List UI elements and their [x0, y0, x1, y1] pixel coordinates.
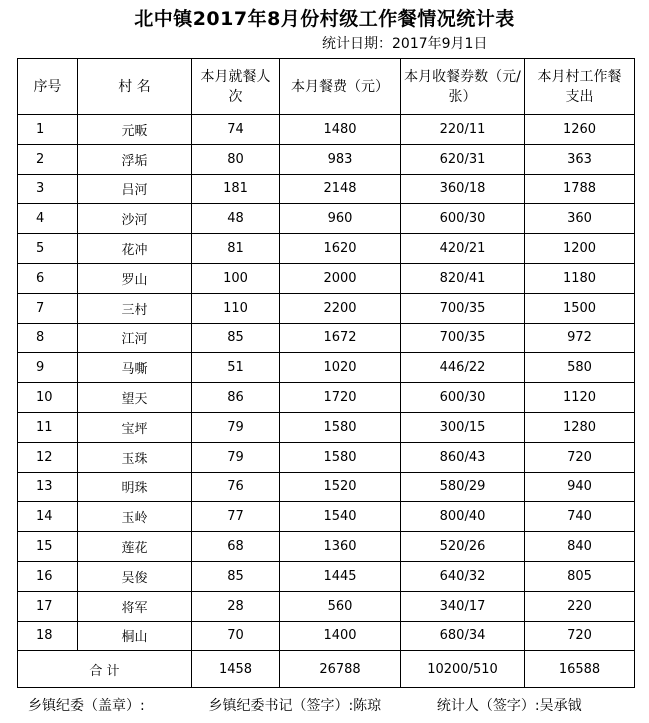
row-meals: 68 [192, 532, 280, 562]
row-village: 马嘶 [78, 353, 192, 383]
row-index: 16 [18, 561, 78, 591]
row-tickets: 220/11 [401, 115, 525, 145]
row-spend: 1260 [525, 115, 635, 145]
table-row [18, 383, 635, 413]
row-index: 5 [18, 234, 78, 264]
table-row [18, 234, 635, 264]
row-cost: 1540 [280, 502, 401, 532]
row-spend: 1200 [525, 234, 635, 264]
row-tickets: 600/30 [401, 204, 525, 234]
total-spend: 16588 [525, 651, 635, 688]
row-cost: 2000 [280, 263, 401, 293]
row-tickets: 340/17 [401, 591, 525, 621]
table-row [18, 323, 635, 353]
row-village: 望天 [78, 383, 192, 413]
row-index: 1 [18, 115, 78, 145]
row-cost: 1360 [280, 532, 401, 562]
row-spend: 1788 [525, 174, 635, 204]
table-row [18, 502, 635, 532]
row-cost: 1580 [280, 442, 401, 472]
row-village: 宝坪 [78, 412, 192, 442]
row-meals: 86 [192, 383, 280, 413]
row-index: 17 [18, 591, 78, 621]
table-row [18, 412, 635, 442]
row-index: 6 [18, 263, 78, 293]
row-village: 元畈 [78, 115, 192, 145]
row-meals: 70 [192, 621, 280, 651]
row-village: 莲花 [78, 532, 192, 562]
table-row [18, 561, 635, 591]
row-meals: 79 [192, 412, 280, 442]
row-tickets: 520/26 [401, 532, 525, 562]
row-spend: 720 [525, 442, 635, 472]
row-meals: 48 [192, 204, 280, 234]
row-meals: 77 [192, 502, 280, 532]
row-spend: 940 [525, 472, 635, 502]
secretary-signature: 乡镇纪委书记（签字）:陈琼 [208, 698, 382, 714]
statistician-signature: 统计人（签字）:吴承钺 [436, 698, 582, 714]
seal-label: 乡镇纪委（盖章）: [28, 698, 145, 714]
row-meals: 74 [192, 115, 280, 145]
row-cost: 1520 [280, 472, 401, 502]
table-row [18, 293, 635, 323]
row-tickets: 300/15 [401, 412, 525, 442]
row-tickets: 820/41 [401, 263, 525, 293]
table-row [18, 144, 635, 174]
table-row [18, 263, 635, 293]
row-spend: 1500 [525, 293, 635, 323]
header-tickets: 本月收餐券数（元/张） [401, 59, 525, 115]
total-label: 合 计 [18, 651, 192, 688]
table-header-row [18, 59, 635, 115]
row-cost: 1445 [280, 561, 401, 591]
row-index: 9 [18, 353, 78, 383]
row-spend: 740 [525, 502, 635, 532]
header-index: 序号 [18, 59, 78, 115]
total-cost: 26788 [280, 651, 401, 688]
row-village: 沙河 [78, 204, 192, 234]
header-cost: 本月餐费（元） [280, 59, 401, 115]
row-village: 玉珠 [78, 442, 192, 472]
document-title: 北中镇2017年8月份村级工作餐情况统计表 [134, 8, 515, 30]
row-cost: 960 [280, 204, 401, 234]
row-index: 2 [18, 144, 78, 174]
statistics-date: 统计日期：2017年9月1日 [322, 36, 488, 52]
row-meals: 80 [192, 144, 280, 174]
row-meals: 85 [192, 561, 280, 591]
header-village: 村 名 [78, 59, 192, 115]
row-tickets: 360/18 [401, 174, 525, 204]
row-spend: 580 [525, 353, 635, 383]
row-cost: 1672 [280, 323, 401, 353]
row-tickets: 600/30 [401, 383, 525, 413]
row-village: 明珠 [78, 472, 192, 502]
row-village: 吴俊 [78, 561, 192, 591]
row-cost: 560 [280, 591, 401, 621]
row-tickets: 640/32 [401, 561, 525, 591]
table-row [18, 204, 635, 234]
row-spend: 805 [525, 561, 635, 591]
row-tickets: 700/35 [401, 323, 525, 353]
row-meals: 51 [192, 353, 280, 383]
row-spend: 1120 [525, 383, 635, 413]
row-spend: 720 [525, 621, 635, 651]
row-meals: 28 [192, 591, 280, 621]
row-index: 8 [18, 323, 78, 353]
signature-footer [28, 695, 582, 715]
row-meals: 85 [192, 323, 280, 353]
table-row [18, 442, 635, 472]
header-spend: 本月村工作餐支出 [525, 59, 635, 115]
row-cost: 1720 [280, 383, 401, 413]
row-village: 桐山 [78, 621, 192, 651]
table-row [18, 591, 635, 621]
table-row [18, 174, 635, 204]
row-cost: 983 [280, 144, 401, 174]
row-index: 3 [18, 174, 78, 204]
row-cost: 1620 [280, 234, 401, 264]
row-tickets: 620/31 [401, 144, 525, 174]
row-meals: 110 [192, 293, 280, 323]
row-cost: 2200 [280, 293, 401, 323]
row-cost: 1020 [280, 353, 401, 383]
row-spend: 360 [525, 204, 635, 234]
row-index: 10 [18, 383, 78, 413]
row-village: 将军 [78, 591, 192, 621]
total-tickets: 10200/510 [401, 651, 525, 688]
row-meals: 181 [192, 174, 280, 204]
row-meals: 79 [192, 442, 280, 472]
row-index: 7 [18, 293, 78, 323]
table-row [18, 532, 635, 562]
row-index: 13 [18, 472, 78, 502]
header-meals: 本月就餐人 次 [192, 59, 280, 115]
row-index: 11 [18, 412, 78, 442]
table-row [18, 472, 635, 502]
row-cost: 1400 [280, 621, 401, 651]
row-village: 花冲 [78, 234, 192, 264]
table-row [18, 621, 635, 651]
row-index: 18 [18, 621, 78, 651]
row-village: 三村 [78, 293, 192, 323]
row-index: 15 [18, 532, 78, 562]
row-tickets: 420/21 [401, 234, 525, 264]
row-spend: 840 [525, 532, 635, 562]
row-index: 4 [18, 204, 78, 234]
row-cost: 1580 [280, 412, 401, 442]
row-tickets: 800/40 [401, 502, 525, 532]
row-village: 吕河 [78, 174, 192, 204]
row-tickets: 446/22 [401, 353, 525, 383]
row-index: 12 [18, 442, 78, 472]
row-village: 浮垢 [78, 144, 192, 174]
row-index: 14 [18, 502, 78, 532]
table-total-row [18, 651, 635, 688]
row-tickets: 700/35 [401, 293, 525, 323]
row-spend: 972 [525, 323, 635, 353]
row-spend: 1180 [525, 263, 635, 293]
table-row [18, 353, 635, 383]
row-tickets: 680/34 [401, 621, 525, 651]
row-spend: 220 [525, 591, 635, 621]
row-village: 罗山 [78, 263, 192, 293]
row-meals: 81 [192, 234, 280, 264]
row-meals: 76 [192, 472, 280, 502]
row-tickets: 860/43 [401, 442, 525, 472]
statistics-table [17, 58, 635, 688]
row-spend: 1280 [525, 412, 635, 442]
row-meals: 100 [192, 263, 280, 293]
table-row [18, 115, 635, 145]
row-tickets: 580/29 [401, 472, 525, 502]
row-spend: 363 [525, 144, 635, 174]
row-village: 江河 [78, 323, 192, 353]
total-meals: 1458 [192, 651, 280, 688]
row-cost: 1480 [280, 115, 401, 145]
row-village: 玉岭 [78, 502, 192, 532]
row-cost: 2148 [280, 174, 401, 204]
